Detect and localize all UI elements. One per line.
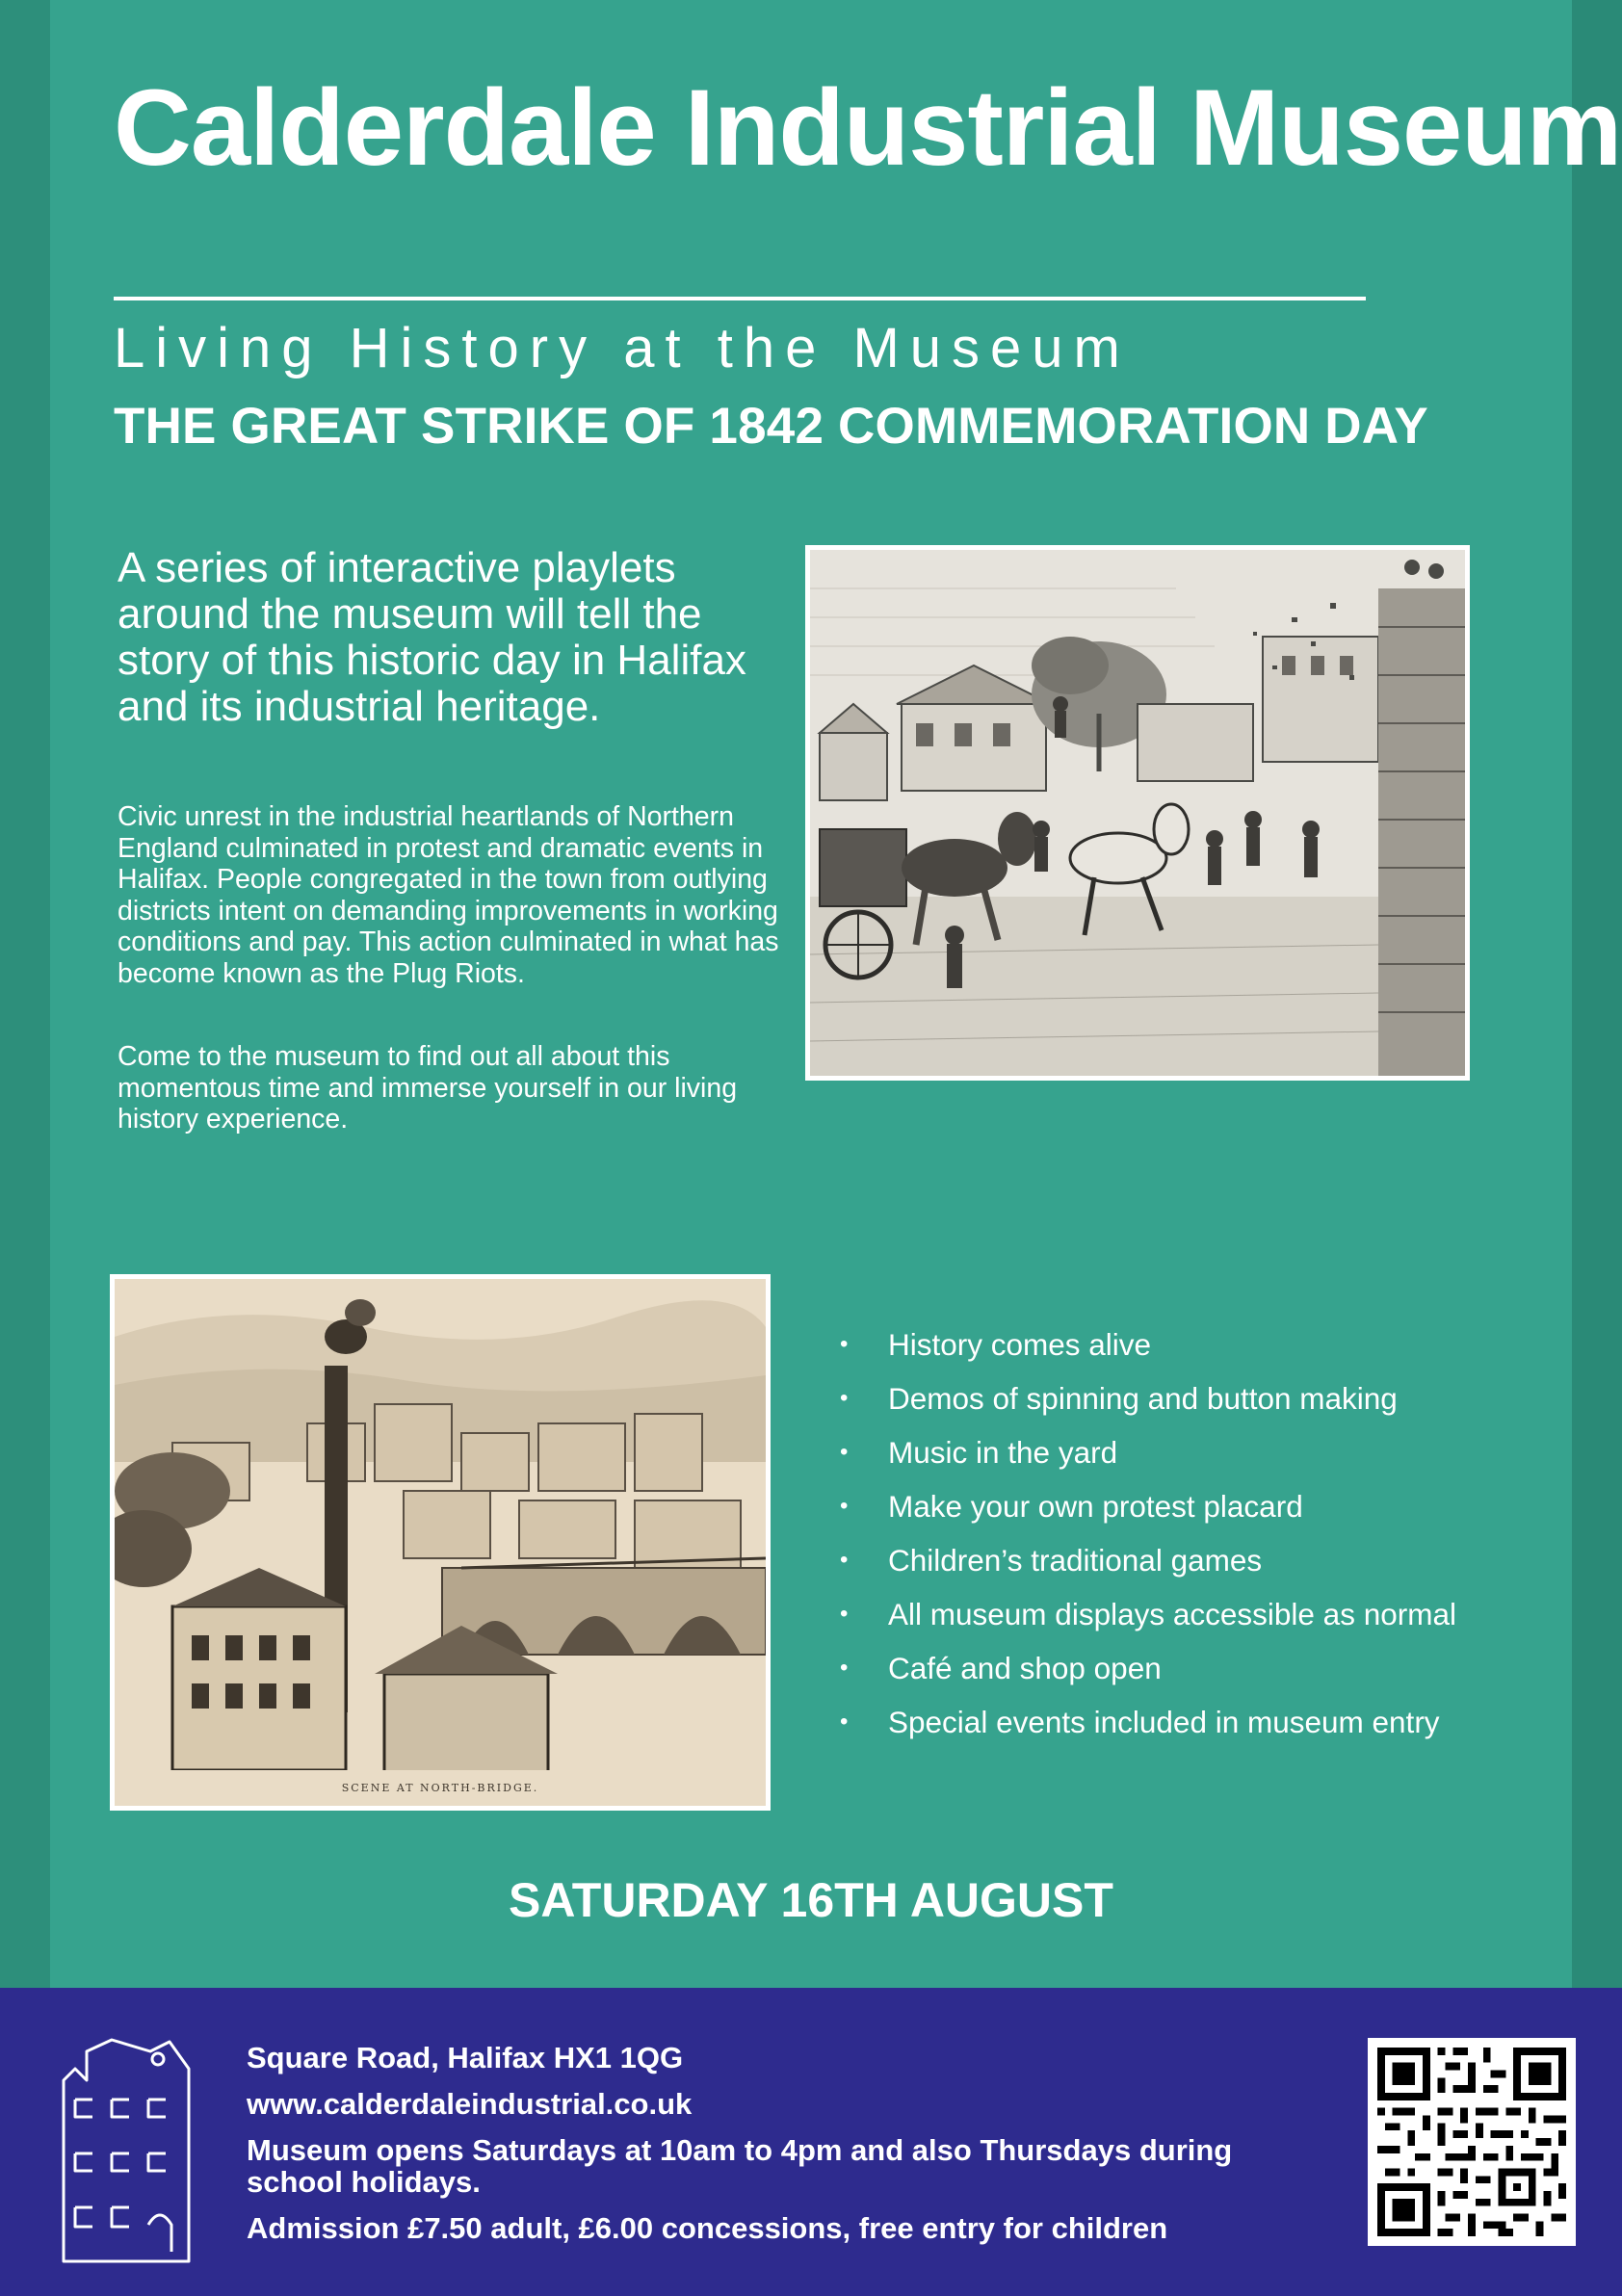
subtitle: Living History at the Museum <box>114 317 1131 379</box>
visitor-info <box>247 2042 1306 2258</box>
feature-text: Special events included in museum entry <box>888 1705 1440 1739</box>
riot-engraving-illustration <box>810 550 1465 1076</box>
bullet-icon: • <box>840 1493 849 1519</box>
feature-text: Demos of spinning and button making <box>888 1381 1398 1416</box>
feature-text: All museum displays accessible as normal <box>888 1597 1456 1631</box>
feature-text: History comes alive <box>888 1327 1152 1362</box>
north-bridge-engraving-image <box>110 1274 771 1811</box>
event-title: THE GREAT STRIKE OF 1842 COMMEMORATION DAY <box>114 398 1428 455</box>
engraving-caption: SCENE AT NORTH-BRIDGE. <box>341 1782 539 1794</box>
feature-item <box>840 1425 1456 1479</box>
left-edge-strip <box>0 0 50 1988</box>
feature-item <box>840 1641 1456 1695</box>
feature-text: Music in the yard <box>888 1435 1118 1470</box>
bullet-icon: • <box>840 1601 849 1627</box>
address: Square Road, Halifax HX1 1QG <box>247 2041 684 2074</box>
intro-paragraph-2: Come to the museum to find out all about this momentous time and immerse yourself in our living history experience. <box>118 1041 738 1135</box>
north-bridge-illustration <box>115 1279 766 1806</box>
qr-code-icon <box>1377 2048 1566 2236</box>
title-divider <box>114 297 1366 300</box>
intro-lead: A series of interactive playlets around the museum will tell the story of this historic day in Halifax and its industrial heritage. <box>118 544 746 730</box>
feature-item <box>840 1695 1456 1749</box>
museum-title: Calderdale Industrial Museum <box>114 67 1622 188</box>
features-list <box>840 1318 1456 1749</box>
bullet-icon: • <box>840 1385 849 1411</box>
feature-text: Make your own protest placard <box>888 1489 1303 1524</box>
bullet-icon: • <box>840 1331 849 1357</box>
admission-prices: Admission £7.50 adult, £6.00 concessions, free entry for children <box>247 2211 1168 2245</box>
riot-engraving-image <box>805 545 1470 1081</box>
feature-item <box>840 1318 1456 1371</box>
qr-code[interactable] <box>1368 2038 1576 2246</box>
footer-bar <box>0 1988 1622 2296</box>
bullet-icon: • <box>840 1439 849 1465</box>
feature-item <box>840 1587 1456 1641</box>
event-date: SATURDAY 16TH AUGUST <box>509 1873 1113 1927</box>
feature-item <box>840 1479 1456 1533</box>
bullet-icon: • <box>840 1709 849 1735</box>
opening-hours: Museum opens Saturdays at 10am to 4pm and also Thursdays during school holidays. <box>247 2133 1233 2199</box>
website-link[interactable]: www.calderdaleindustrial.co.uk <box>247 2087 693 2121</box>
bullet-icon: • <box>840 1547 849 1573</box>
intro-paragraph-1: Civic unrest in the industrial heartlands of Northern England culminated in protest and dramatic events in Halifax. People congregated in the town from outlying districts intent on demanding improvements in working conditions and pay. This action culminated in what has become known as the Plug Riots. <box>118 801 779 989</box>
feature-text: Café and shop open <box>888 1651 1162 1685</box>
feature-item <box>840 1371 1456 1425</box>
feature-text: Children’s traditional games <box>888 1543 1263 1578</box>
bullet-icon: • <box>840 1655 849 1681</box>
right-edge-strip <box>1572 0 1622 1988</box>
museum-building-logo-icon <box>54 2022 200 2263</box>
feature-item <box>840 1533 1456 1587</box>
